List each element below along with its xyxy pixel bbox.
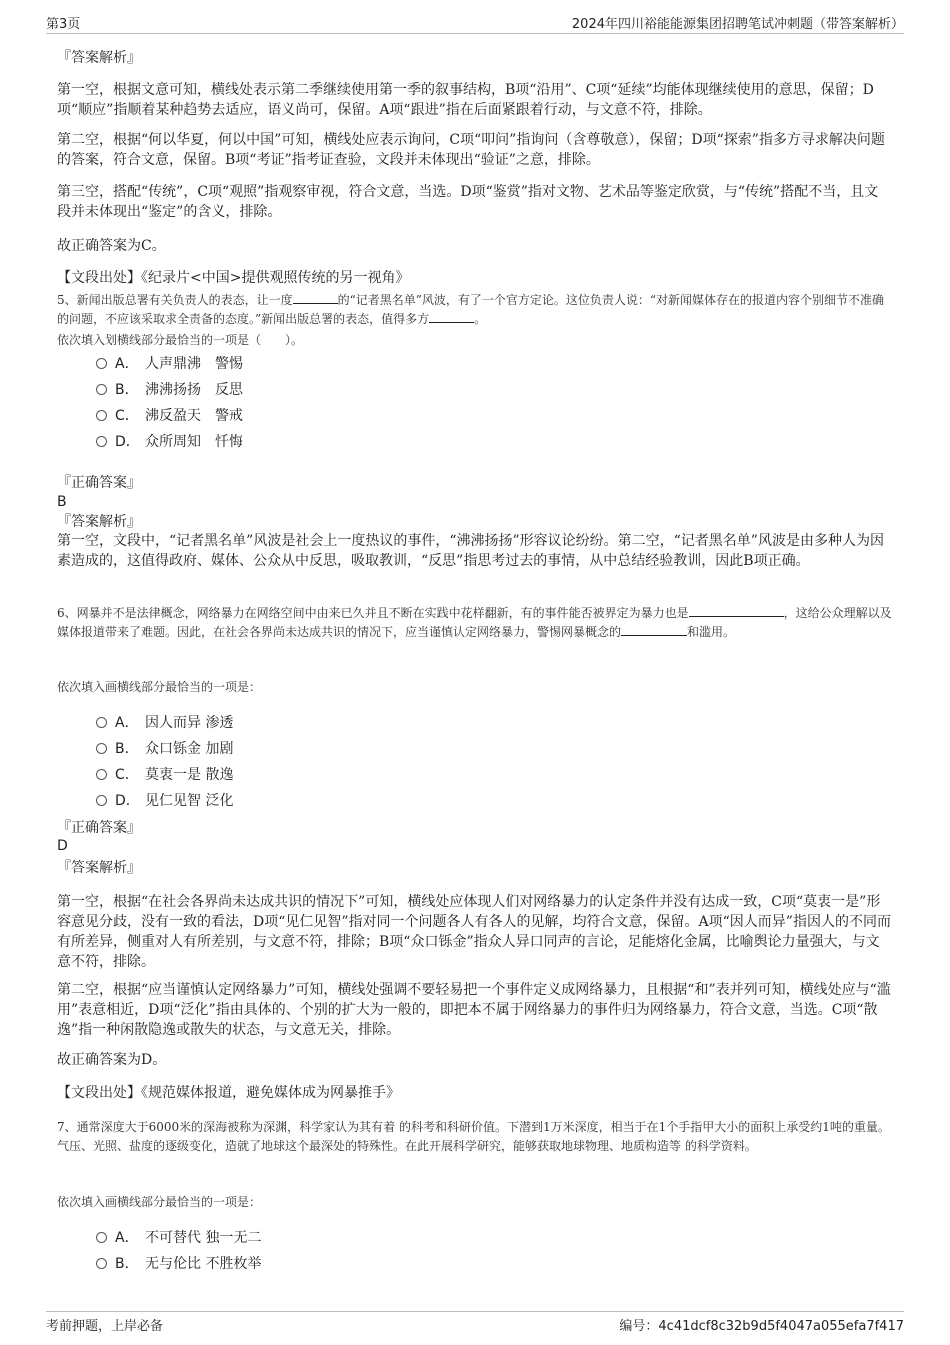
q5-stem-1: 5、新闻出版总署有关负责人的表态，让一度 bbox=[57, 293, 293, 307]
page-header bbox=[46, 11, 904, 34]
q5-question bbox=[57, 291, 892, 329]
document-title: 2024年四川裕能能源集团招聘笔试冲刺题（带答案解析） bbox=[571, 17, 904, 32]
q4-source: 【文段出处】《纪录片<中国>提供观照传统的另一视角》 bbox=[57, 270, 410, 286]
q5-analysis: 第一空，文段中，“记者黑名单”风波是社会上一度热议的事件，“沸沸扬扬”形容议论纷纷。第二空，“记者黑名单”风波是由多种人为因素造成的，这值得政府、媒体、公众从中反思，吸取教训，“反思”指思考过去的事情，从中总结经验教训，因此B项正确。 bbox=[57, 533, 884, 569]
blank bbox=[689, 604, 784, 617]
radio-icon[interactable] bbox=[96, 769, 107, 780]
q5-answer-label: 『正确答案』 bbox=[57, 475, 141, 491]
q6-option-c[interactable]: C． 莫衷一是 散逸 bbox=[96, 765, 233, 785]
q6-instruction: 依次填入画横线部分最恰当的一项是： bbox=[57, 680, 262, 694]
q4-analysis-p3: 第三空，搭配“传统”，C项“观照”指观察审视，符合文意，当选。D项“鉴赏”指对文物、艺术品等鉴定欣赏，与“传统”搭配不当，且文段并未体现出“鉴定”的含义，排除。 bbox=[57, 184, 879, 220]
radio-icon[interactable] bbox=[96, 358, 107, 369]
q5-stem-2: 的“记者黑名单”风波，有了一个官方定论。这位负责人说：“对新闻媒体存在的报道内容个别细节不准确的问题，不应该采取求全责备的态度。”新闻出版总署的表态，值得多方 bbox=[57, 293, 885, 326]
page-footer bbox=[46, 1311, 904, 1334]
blank bbox=[429, 310, 474, 323]
q7-option-b[interactable]: B． 无与伦比 不胜枚举 bbox=[96, 1254, 261, 1274]
q4-analysis-label: 『答案解析』 bbox=[57, 50, 141, 66]
q5-instruction: 依次填入划横线部分最恰当的一项是（ ）。 bbox=[57, 333, 304, 347]
radio-icon[interactable] bbox=[96, 1232, 107, 1243]
q4-conclusion: 故正确答案为C。 bbox=[57, 238, 166, 254]
q6-option-b[interactable]: B． 众口铄金 加剧 bbox=[96, 739, 233, 759]
q5-analysis-label: 『答案解析』 bbox=[57, 514, 141, 530]
q7-option-a[interactable]: A． 不可替代 独一无二 bbox=[96, 1228, 261, 1248]
radio-icon[interactable] bbox=[96, 384, 107, 395]
q7-question: 7、通常深度大于6000米的深海被称为深渊，科学家认为其有着 的科考和科研价值。下潜到1万米深度，相当于在1个手指甲大小的面积上承受约1吨的重量。气压、光照、盐度的逐级变化，造就了地球这个最深处的特殊性。在此开展科学研究，能够获取地球物理、地质构造等 的科学资料。 bbox=[57, 1120, 890, 1153]
q6-analysis-p2: 第二空，根据“应当谨慎认定网络暴力”可知，横线处强调不要轻易把一个事件定义成网络暴力，且根据“和”表并列可知，横线处应与“滥用”表意相近，D项“泛化”指由具体的、个别的扩大为一般的，即把本不属于网络暴力的事件归为网络暴力，符合文意，当选。C项“散逸”指一种闲散隐逸或散失的状态，与文意无关，排除。 bbox=[57, 982, 891, 1038]
q5-option-b[interactable]: B． 沸沸扬扬 反思 bbox=[96, 380, 243, 400]
radio-icon[interactable] bbox=[96, 717, 107, 728]
q6-stem-1: 6、网暴并不是法律概念，网络暴力在网络空间中由来已久并且不断在实践中花样翻新，有的事件能否被界定为暴力也是 bbox=[57, 606, 689, 620]
radio-icon[interactable] bbox=[96, 795, 107, 806]
blank bbox=[621, 623, 687, 636]
q6-answer: D bbox=[57, 838, 68, 854]
q4-analysis-p2: 第二空，根据“何以华夏，何以中国”可知，横线处应表示询问，C项“叩问”指询问（含尊敬意），保留；D项“探索”指多方寻求解决问题的答案，符合文意，保留。B项“考证”指考证查验，文段并未体现出“验证”之意，排除。 bbox=[57, 132, 885, 168]
radio-icon[interactable] bbox=[96, 1258, 107, 1269]
q6-analysis-p1: 第一空，根据“在社会各界尚未达成共识的情况下”可知，横线处应体现人们对网络暴力的认定条件并没有达成一致，C项“莫衷一是”形容意见分歧，没有一致的看法，D项“见仁见智”指对同一个问题各人有各人的见解，均符合文意，保留。A项“因人而异”指因人的不同而有所差异，侧重对人有所差别，与文意不符，排除；B项“众口铄金”指众人异口同声的言论，足能熔化金属，比喻舆论力量强大，与文意不符，排除。 bbox=[57, 894, 891, 970]
q4-analysis-p1: 第一空，根据文意可知，横线处表示第二季继续使用第一季的叙事结构，B项“沿用”、C项“延续”均能体现继续使用的意思，保留；D项“顺应”指顺着某种趋势去适应，语义尚可，保留。A项“跟进”指在后面紧跟着行动，与文意不符，排除。 bbox=[57, 82, 874, 118]
q6-source: 【文段出处】《规范媒体报道，避免媒体成为网暴推手》 bbox=[57, 1085, 400, 1101]
q6-conclusion: 故正确答案为D。 bbox=[57, 1052, 167, 1068]
q6-question bbox=[57, 604, 892, 642]
q6-stem-2: ，这给公众理解以及媒体报道带来了难题。因此，在社会各界尚未达成共识的情况下，应当谨慎认定网络暴力，警惕网暴概念的 bbox=[57, 606, 892, 639]
q5-answer: B bbox=[57, 494, 67, 510]
document-id: 编号：4c41dcf8c32b9d5f4047a055efa7f417 bbox=[619, 1319, 904, 1334]
radio-icon[interactable] bbox=[96, 410, 107, 421]
q5-option-c[interactable]: C． 沸反盈天 警戒 bbox=[96, 406, 243, 426]
q6-option-a[interactable]: A． 因人而异 渗透 bbox=[96, 713, 233, 733]
radio-icon[interactable] bbox=[96, 436, 107, 447]
q5-stem-3: 。 bbox=[474, 312, 487, 326]
q6-answer-label: 『正确答案』 bbox=[57, 820, 141, 836]
footer-slogan: 考前押题，上岸必备 bbox=[46, 1319, 164, 1334]
q6-option-d[interactable]: D． 见仁见智 泛化 bbox=[96, 791, 233, 811]
q6-stem-3: 和滥用。 bbox=[687, 625, 736, 639]
q7-instruction: 依次填入画横线部分最恰当的一项是： bbox=[57, 1195, 262, 1209]
q6-analysis-label: 『答案解析』 bbox=[57, 860, 141, 876]
radio-icon[interactable] bbox=[96, 743, 107, 754]
blank bbox=[293, 291, 338, 304]
page-number: 第3页 bbox=[46, 17, 81, 32]
q5-option-d[interactable]: D． 众所周知 忏悔 bbox=[96, 432, 243, 452]
q5-option-a[interactable]: A． 人声鼎沸 警惕 bbox=[96, 354, 243, 374]
